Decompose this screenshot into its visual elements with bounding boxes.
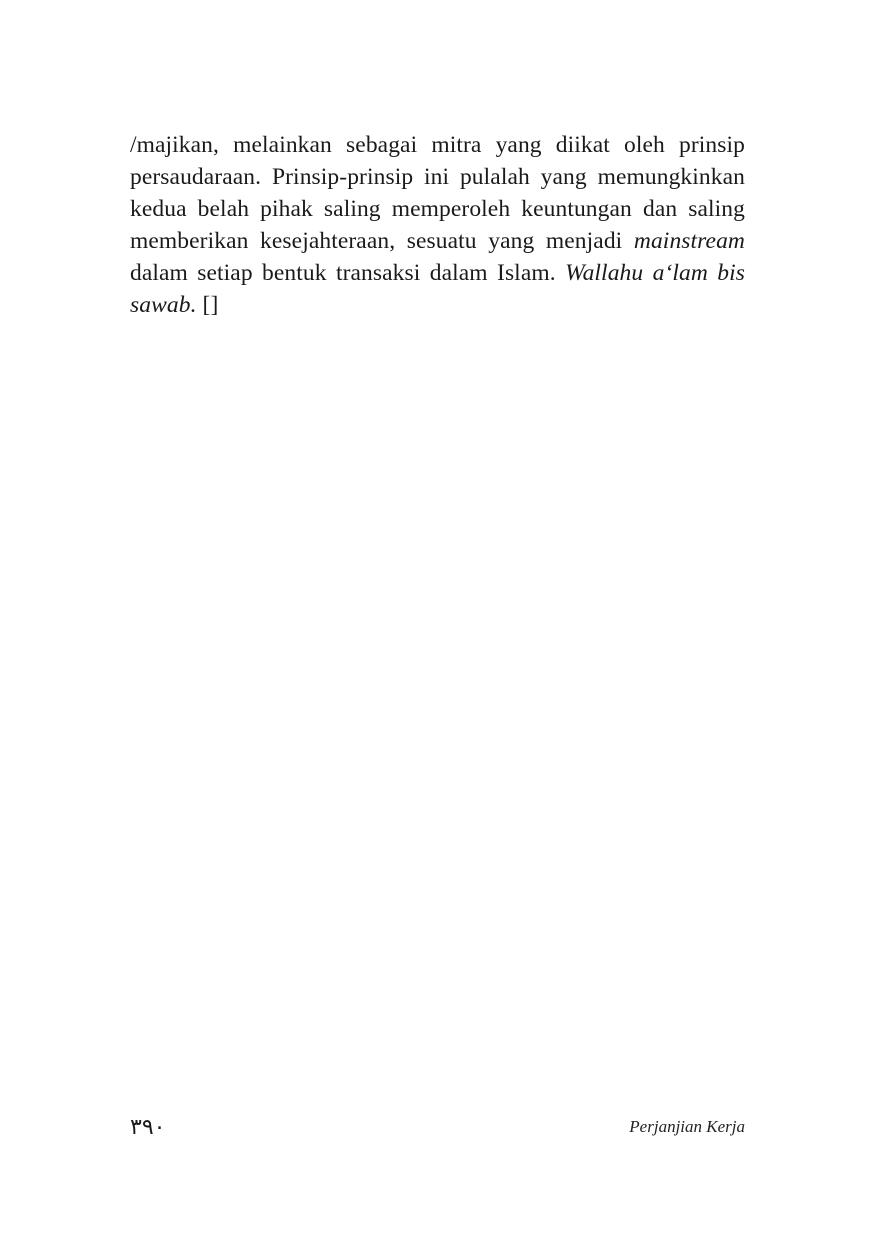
- paragraph-text-segment: dalam setiap bentuk transaksi dalam Islam.: [130, 260, 566, 286]
- italic-term-mainstream: mainstream: [633, 228, 745, 254]
- end-marker: []: [196, 292, 219, 318]
- paragraph-text-segment: /majikan, melainkan sebagai mitra yang diikat oleh prinsip persaudaraan. Prinsip-prinsip ini pulalah yang memungkinkan kedua belah pihak saling memperoleh keuntungan dan saling memberikan kesejahteraan, sesuatu yang menjadi: [130, 132, 745, 254]
- running-title: Perjanjian Kerja: [629, 1117, 745, 1136]
- page-footer: [130, 1112, 745, 1144]
- page-number: ٣٩٠: [130, 1115, 166, 1140]
- body-paragraph: [130, 129, 745, 321]
- italic-closing-phrase: Wallahu a‘lam bis sawab.: [130, 260, 745, 318]
